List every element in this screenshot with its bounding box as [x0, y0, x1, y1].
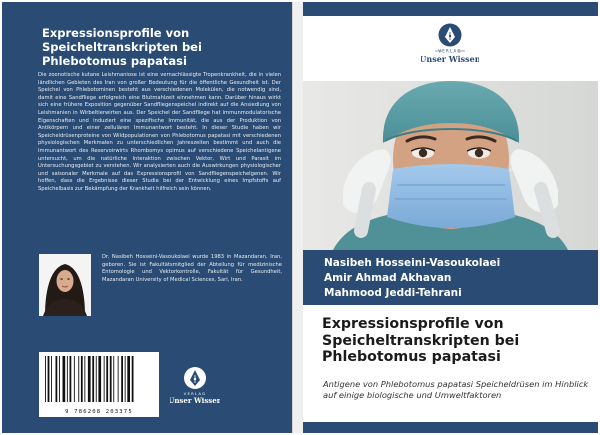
front-publisher-name: Unser Wissen — [421, 54, 479, 64]
back-cover-title: Expressionsprofile von Speicheltranskripten bei Phlebotomus papatasi — [42, 26, 202, 68]
author-name-1: Nasibeh Hosseini-Vasoukolaei — [324, 257, 501, 269]
back-cover — [2, 2, 292, 433]
front-publisher-logo — [421, 20, 479, 72]
front-cover — [303, 2, 598, 433]
author-name-2: Amir Ahmad Akhavan — [324, 272, 452, 284]
author-name-3: Mahmood Jeddi-Tehrani — [324, 287, 462, 299]
isbn-barcode — [39, 352, 159, 417]
cover-photo — [303, 81, 598, 250]
front-cover-title: Expressionsprofile von Speicheltranskripten bei Phlebotomus papatasi — [322, 316, 520, 365]
front-bottom-band — [303, 422, 598, 433]
back-publisher-label: VERLAG — [183, 391, 207, 396]
authors-band — [303, 250, 598, 305]
front-publisher-label: VERLAG — [438, 48, 462, 54]
back-publisher-name: Unser Wissen — [170, 396, 220, 405]
author-photo — [39, 254, 91, 316]
back-cover-abstract: Die zoonotische kutane Leishmaniose ist eine vernachlässigte Tropenkrankheit, die in vielen ländlichen Gebieten des Iran von großer Bedeutung für die öffentliche Gesundheit ist. Der Speichel von Phlebotominen besteht aus verschiedenen Molekülen, die notwendig sind, damit eine Sandfliege erfolgreich eine Blutmahlzeit einnehmen kann. Darüber hinaus wirkt sich eine frühere Exposition gegenüber Sandfliegenspeichel indirekt auf die Ansiedlung von Leishmanien in Wirbeltierwirten aus. Der Speichel der Sandfliege hat immunmodulatorische Eigenschaften und induziert eine spezifische Immunität, die aus der Produktion von Antikörpern und einer zellulären Immunantwort besteht. In dieser Studie haben wir Speicheldrüsenproteine von Wildpopulationen von Phlebotomus papatasi mit verschiedenen physiologischen Merkmalen zu unterschiedlichen Jahreszeiten bestimmt und auch die Immunantwort des Reservoirwirts Rhombomys opimus auf verschiedene Speichelantigene untersucht, um die natürliche Interaktion zwischen Vektor, Wirt und Parasit im Untersuchungsgebiet zu verstehen. Wir analysierten auch die Auswirkungen physiologischer und saisonaler Merkmale auf das Expressionsprofil von Sandfliegenspeichelgenen. Wir hoffen, dass die Ergebnisse dieser Studie bei der Entwicklung eines Impfstoffs auf Speichelbasis zur Bekämpfung der Krankheit hilfreich sein können. — [38, 72, 281, 192]
back-publisher-logo — [170, 362, 220, 412]
barcode-digits: 9 786208 203375 — [65, 409, 133, 415]
front-top-band — [303, 2, 598, 16]
front-cover-subtitle: Antigene von Phlebotomus papatasi Speicheldrüsen im Hinblick auf einige biologische und Umweltfaktoren — [323, 379, 589, 400]
author-bio: Dr. Nasibeh Hosseini-Vasoukolaei wurde 1983 in Mazandaran, Iran, geboren. Sie ist Fakultätsmitglied der Abteilung für medizinische Entomologie und Vektorkontrolle, Fakultät für Gesundheit, Mazandaran University of Medical Sciences, Sari, Iran. — [102, 254, 282, 283]
